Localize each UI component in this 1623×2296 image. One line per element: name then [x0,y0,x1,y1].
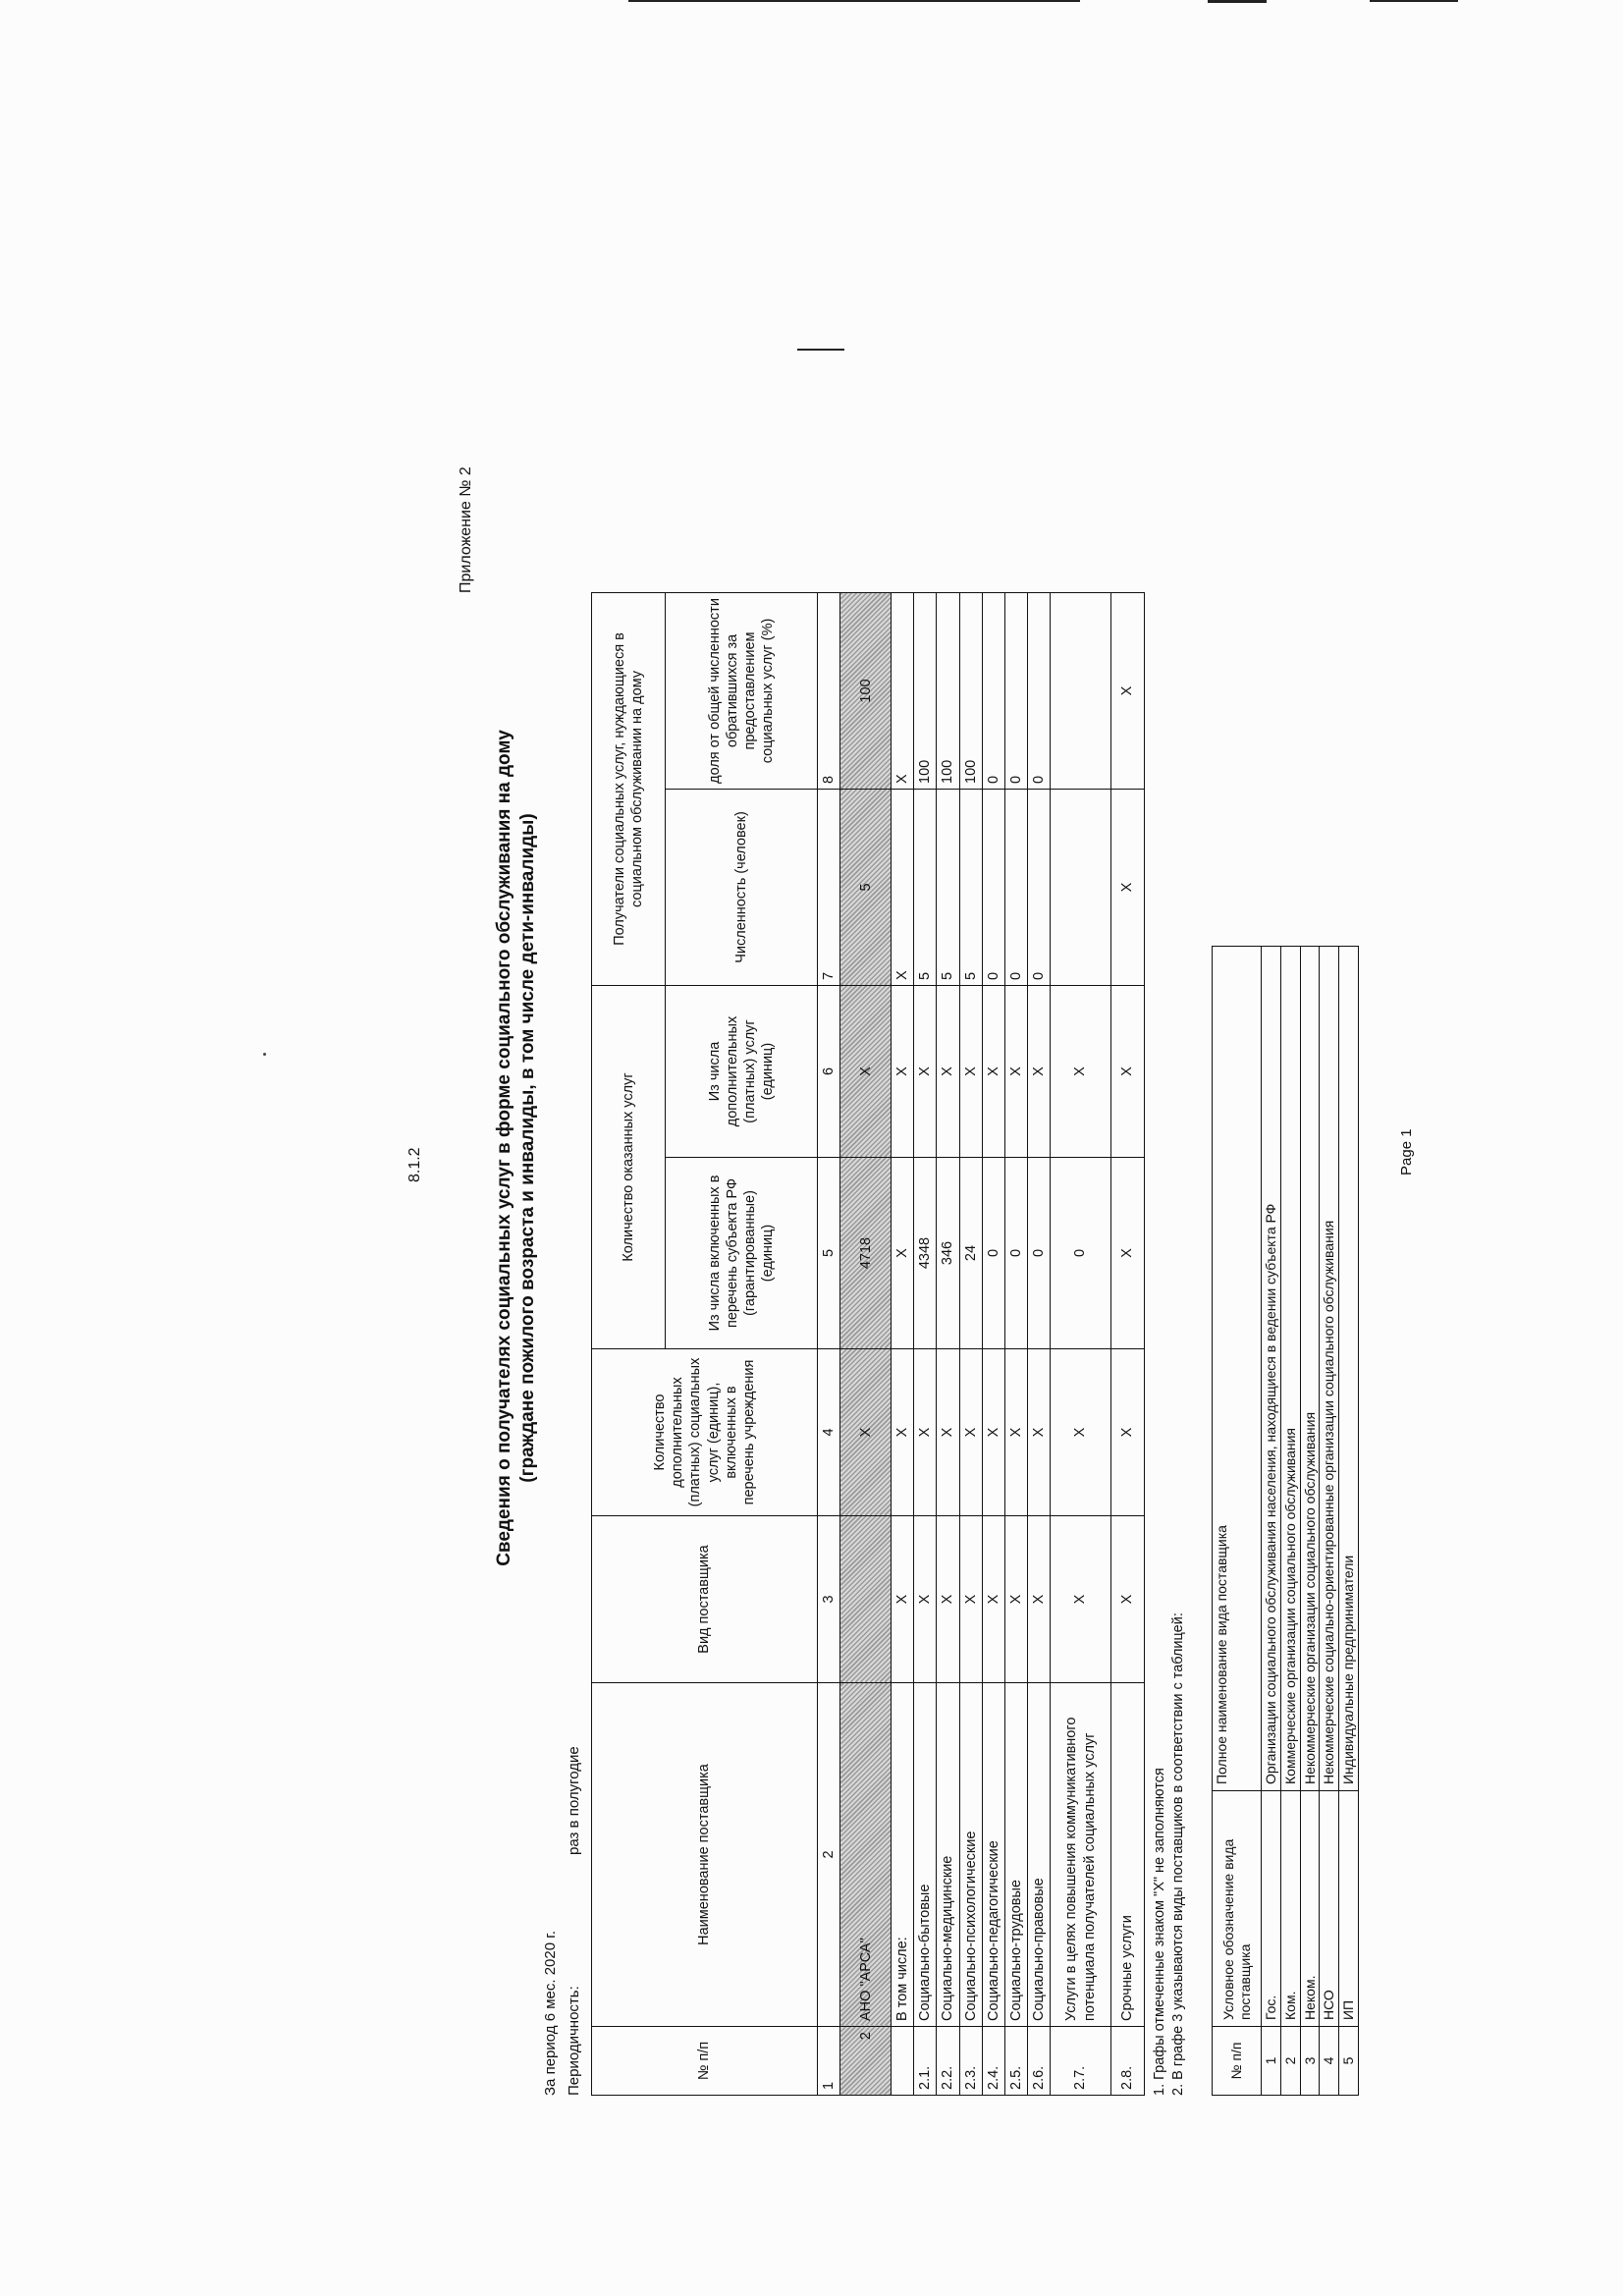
cell-provider-name: АНО "АРСА" [839,1683,891,2027]
legend-row [1300,947,1320,2096]
periodicity-value: раз в полугодие [565,1746,582,1855]
title-line-1: Сведения о получателях социальных услуг в форме социального обслуживания на дому [493,730,514,1566]
cell-num: 2.4. [982,2027,1004,2096]
table-row [1110,592,1144,2095]
cell-additional: X [891,985,913,1157]
legend-header-row [1212,947,1261,2096]
cell-provider-type: X [1004,1516,1027,1683]
header-guaranteed: Из числа включенных в перечень субъекта РФ (гарантированные) (единиц) [665,1158,817,1349]
table-row [1050,592,1110,2095]
scan-artifact-top-mark [1370,0,1458,2]
legend-full: Индивидуальные предприниматели [1338,947,1358,1791]
header-paid-services: Количество дополнительных (платных) социальных услуг (единиц), включенных в перечень учреждения [591,1349,817,1516]
cell-number: 5 [959,789,982,985]
scan-artifact-top-mark [1208,0,1267,3]
legend-header-num: № п/п [1212,2027,1261,2096]
table-row [891,592,913,2095]
header-number: Численность (человек) [665,789,817,985]
cell-paid: X [1050,1349,1110,1516]
cell-guaranteed: 0 [982,1158,1004,1349]
cell-additional: X [839,985,891,1157]
legend-row [1280,947,1300,2096]
scan-artifact-top-line [628,0,1080,2]
legend-short: ИП [1338,1791,1358,2027]
header-num: № п/п [591,2027,817,2096]
legend-full: Некоммерческие организации социального обслуживания [1300,947,1320,1791]
table-row [982,592,1004,2095]
cell-additional: X [913,985,936,1157]
cell-guaranteed: 0 [1050,1158,1110,1349]
cell-provider-type: X [913,1516,936,1683]
header-provider-type: Вид поставщика [591,1516,817,1683]
cell-share: 100 [839,592,891,789]
legend-num: 2 [1280,2027,1300,2096]
document-code: 8.1.2 [406,1147,423,1182]
cell-additional: X [959,985,982,1157]
cell-additional: X [1110,985,1144,1157]
header-services-count-group: Количество оказанных услуг [591,985,665,1348]
cell-guaranteed: 0 [1004,1158,1027,1349]
cell-number: X [1110,789,1144,985]
cell-num: 2.2. [936,2027,958,2096]
cell-num: 2.1. [913,2027,936,2096]
cell-num: 2 [839,2027,891,2096]
cell-guaranteed: X [891,1158,913,1349]
cell-num: 2.7. [1050,2027,1110,2096]
cell-paid: X [959,1349,982,1516]
legend-short: НСО [1319,1791,1338,2027]
cell-provider-name: Услуги в целях повышения коммуникативного потенциала получателей социальных услуг [1050,1683,1110,2027]
document-title [493,362,540,1934]
cell-number: 5 [839,789,891,985]
table-row [936,592,958,2095]
col-number: 2 [817,1683,839,2027]
provider-type-legend-table [1212,946,1359,2096]
cell-number: 5 [936,789,958,985]
cell-provider-type: X [936,1516,958,1683]
cell-provider-type: X [1027,1516,1050,1683]
legend-num: 5 [1338,2027,1358,2096]
cell-share: 0 [982,592,1004,789]
legend-num: 3 [1300,2027,1320,2096]
col-number: 3 [817,1516,839,1683]
column-number-row [817,592,839,2095]
table-row [913,592,936,2095]
legend-row [1261,947,1280,2096]
cell-additional: X [936,985,958,1157]
periodicity-label: Периодичность: [565,1986,582,2096]
cell-provider-name: В том числе: [891,1683,913,2027]
header-provider-name: Наименование поставщика [591,1683,817,2027]
table-row [1004,592,1027,2095]
period-label: За период 6 мес. 2020 г. [541,1930,559,2096]
cell-num: 2.5. [1004,2027,1027,2096]
cell-provider-name: Социально-психологические [959,1683,982,2027]
cell-share: 0 [1027,592,1050,789]
cell-provider-type: X [1050,1516,1110,1683]
legend-row [1338,947,1358,2096]
legend-short: Гос. [1261,1791,1280,2027]
legend-header-short: Условное обозначение вида поставщика [1212,1791,1261,2027]
cell-share: X [891,592,913,789]
cell-number: X [891,789,913,985]
cell-guaranteed: 4718 [839,1158,891,1349]
footnotes [1151,1613,1188,2096]
cell-share: 100 [959,592,982,789]
cell-paid: X [839,1349,891,1516]
legend-full: Некоммерческие социально-ориентированные организации социального обслуживания [1319,947,1338,1791]
cell-share [1050,592,1110,789]
legend-short: Неком. [1300,1791,1320,2027]
cell-additional: X [1027,985,1050,1157]
cell-provider-type [839,1516,891,1683]
cell-guaranteed: X [1110,1158,1144,1349]
cell-share: 100 [913,592,936,789]
legend-row [1319,947,1338,2096]
rotated-page [149,117,1475,2179]
table-row-provider-total [839,592,891,2095]
cell-paid: X [936,1349,958,1516]
cell-paid: X [1027,1349,1050,1516]
cell-guaranteed: 0 [1027,1158,1050,1349]
title-line-2: (граждане пожилого возраста и инвалиды, в том числе дети-инвалиды) [516,813,538,1483]
legend-num: 4 [1319,2027,1338,2096]
col-number: 7 [817,789,839,985]
page-footer: Page 1 [1397,1128,1415,1175]
cell-number: 0 [1004,789,1027,985]
cell-share: X [1110,592,1144,789]
cell-provider-name: Социально-педагогические [982,1683,1004,2027]
cell-num: 2.8. [1110,2027,1144,2096]
header-share: доля от общей численности обратившихся за предоставлением социальных услуг (%) [665,592,817,789]
cell-paid: X [982,1349,1004,1516]
legend-short: Ком. [1280,1791,1300,2027]
col-number: 1 [817,2027,839,2096]
cell-number: 5 [913,789,936,985]
legend-full: Организации социального обслуживания населения, находящиеся в ведении субъекта РФ [1261,947,1280,1791]
cell-provider-type: X [891,1516,913,1683]
cell-provider-type: X [1110,1516,1144,1683]
cell-provider-name: Социально-трудовые [1004,1683,1027,2027]
cell-share: 100 [936,592,958,789]
cell-provider-type: X [982,1516,1004,1683]
cell-guaranteed: 346 [936,1158,958,1349]
table-row [959,592,982,2095]
cell-additional: X [982,985,1004,1157]
cell-share: 0 [1004,592,1027,789]
cell-number: 0 [982,789,1004,985]
cell-paid: X [1110,1349,1144,1516]
cell-number: 0 [1027,789,1050,985]
header-recipients-group: Получатели социальных услуг, нуждающиеся в социальном обслуживании на дому [591,592,665,985]
cell-additional: X [1050,985,1110,1157]
cell-provider-name: Социально-медицинские [936,1683,958,2027]
cell-number [1050,789,1110,985]
footnote-2: 2. В графе 3 указываются виды поставщиков в соответствии с таблицей: [1169,1613,1186,2096]
cell-provider-name: Срочные услуги [1110,1683,1144,2027]
col-number: 6 [817,985,839,1157]
cell-paid: X [1004,1349,1027,1516]
col-number: 5 [817,1158,839,1349]
legend-num: 1 [1261,2027,1280,2096]
cell-additional: X [1004,985,1027,1157]
cell-guaranteed: 24 [959,1158,982,1349]
cell-provider-type: X [959,1516,982,1683]
col-number: 4 [817,1349,839,1516]
recipients-table [591,592,1145,2096]
table-row [1027,592,1050,2095]
cell-num [891,2027,913,2096]
col-number: 8 [817,592,839,789]
cell-paid: X [913,1349,936,1516]
cell-num: 2.3. [959,2027,982,2096]
legend-header-full: Полное наименование вида поставщика [1212,947,1261,1791]
footnote-1: 1. Графы отмеченные знаком "Х" не заполняются [1151,1768,1167,2096]
cell-provider-name: Социально-бытовые [913,1683,936,2027]
cell-provider-name: Социально-правовые [1027,1683,1050,2027]
appendix-label: Приложение № 2 [457,466,474,593]
cell-num: 2.6. [1027,2027,1050,2096]
header-additional: Из числа дополнительных (платных) услуг (единиц) [665,985,817,1157]
legend-full: Коммерческие организации социального обслуживания [1280,947,1300,1791]
cell-guaranteed: 4348 [913,1158,936,1349]
cell-paid: X [891,1349,913,1516]
